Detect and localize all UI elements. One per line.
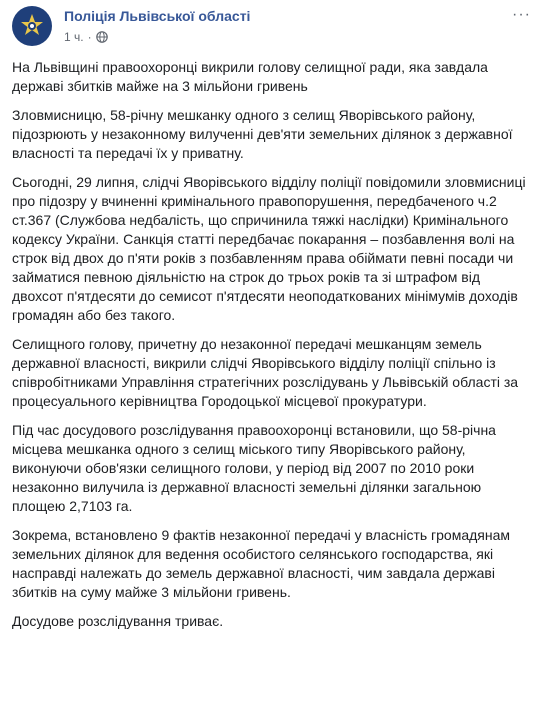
post-paragraph: Сьогодні, 29 липня, слідчі Яворівського відділу поліції повідомили зловмисниці про підозру у вчиненні кримінального правопорушення, передбаченого ч.2 ст.367 (Службова недбалість, що спричинила тяжкі наслідки) Кримінального кодексу України. Санкція статті передбачає покарання – позбавлення волі на строк від двох до п'яти років з позбавленням права обіймати певні посади чи займатися певною діяльністю на строк до трьох років та зі штрафом від двохсот п'ятдесяти до семисот п'ятдесяти неоподаткованих мінімумів доходів громадян або без такого. <box>12 174 526 323</box>
post-meta <box>64 30 108 44</box>
post-paragraph: Під час досудового розслідування правоохоронці встановили, що 58-річна місцева мешканка одного з селищ міського типу Яворівського району, виконуючи обов'язки селищного голови, у період від 2007 по 2010 роки незаконно вилучила із державної власності земельні ділянки загальною площею 2,7103 га. <box>12 422 496 514</box>
police-star-logo-icon <box>18 12 46 40</box>
post-paragraph: Досудове розслідування триває. <box>12 613 224 629</box>
more-options-icon[interactable]: ··· <box>512 6 531 23</box>
meta-separator: · <box>87 30 92 44</box>
page-name-link[interactable]: Поліція Львівської області <box>64 8 251 24</box>
post-paragraph: На Львівщині правоохоронці викрили голову селищної ради, яка завдала державі збитків майже на 3 мільйони гривень <box>12 59 488 94</box>
post-paragraph: Зловмисницю, 58-річну мешканку одного з селищ Яворівського району, підозрюють у незаконному вилученні дев'яти земельних ділянок з державної власності та передачі їх у приватну. <box>12 107 513 161</box>
post-paragraph: Зокрема, встановлено 9 фактів незаконної передачі у власність громадянам земельних ділянок для ведення особистого селянського господарства, які насправді належать до земель державної власності, чим завдала державі збитків на суму майже 3 мільйони гривень. <box>12 527 511 600</box>
post-body <box>12 58 532 641</box>
post-timestamp[interactable]: 1 ч. <box>64 30 84 44</box>
post-paragraph: Селищного голову, причетну до незаконної передачі мешканцям земель державної власності, викрили слідчі Яворівського відділу поліції спільно із співробітниками Управління стратегічних розслідувань у Львівській області за процесуального керівництва Городоцької місцевої прокуратури. <box>12 336 519 409</box>
post-header <box>12 6 535 54</box>
page-avatar[interactable] <box>12 6 52 46</box>
globe-icon[interactable] <box>96 31 108 43</box>
